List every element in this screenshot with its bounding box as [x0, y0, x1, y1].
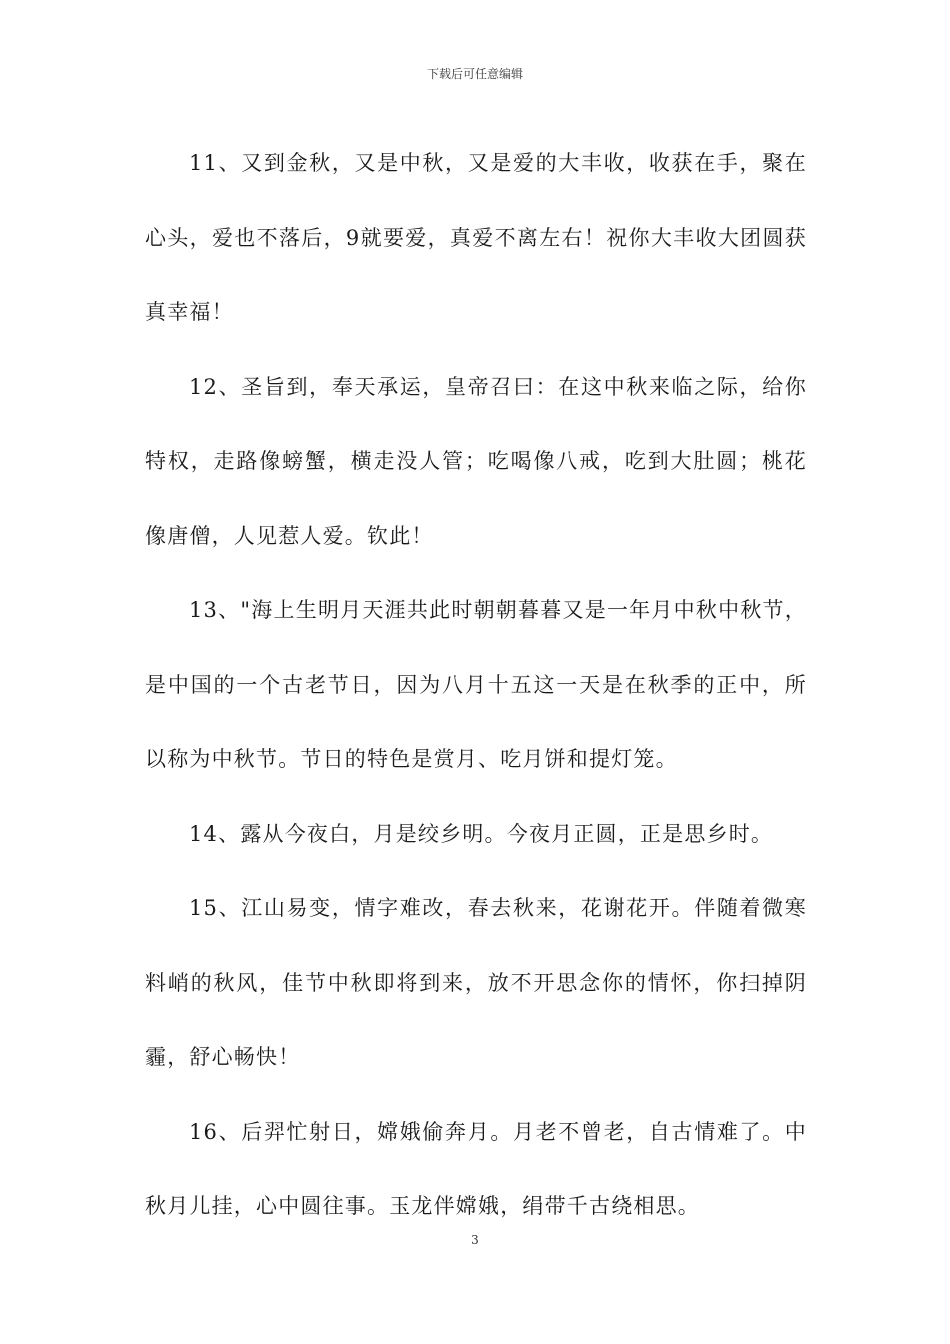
- paragraph-12: 12、圣旨到，奉天承运，皇帝召曰：在这中秋来临之际，给你特权，走路像螃蟹，横走没人管；吃喝像八戒，吃到大肚圆；桃花像唐僧，人见惹人爱。钦此！: [145, 374, 807, 548]
- paragraph-16: 16、后羿忙射日，嫦娥偷奔月。月老不曾老，自古情难了。中秋月儿挂，心中圆往事。玉龙伴嫦娥，绢带千古绕相思。: [145, 1119, 807, 1218]
- paragraph-14: 14、露从今夜白，月是绞乡明。今夜月正圆，正是思乡时。: [189, 821, 774, 846]
- document-body: [145, 126, 807, 1244]
- page-number: 3: [471, 1233, 479, 1247]
- paragraph-11: 11、又到金秋，又是中秋，又是爱的大丰收，收获在手，聚在心头，爱也不落后，9就要爱，真爱不离左右！祝你大丰收大团圆获真幸福！: [145, 151, 807, 324]
- page-header: 下载后可任意编辑: [426, 67, 523, 81]
- paragraph-15: 15、江山易变，情字难改，春去秋来，花谢花开。伴随着微寒料峭的秋风，佳节中秋即将到来，放不开思念你的情怀，你扫掉阴霾，舒心畅快！: [145, 896, 807, 1069]
- paragraph-13: 13、"海上生明月天涯共此时朝朝暮暮又是一年月中秋中秋节，是中国的一个古老节日，因为八月十五这一天是在秋季的正中，所以称为中秋节。节日的特色是赏月、吃月饼和提灯笼。: [145, 598, 807, 771]
